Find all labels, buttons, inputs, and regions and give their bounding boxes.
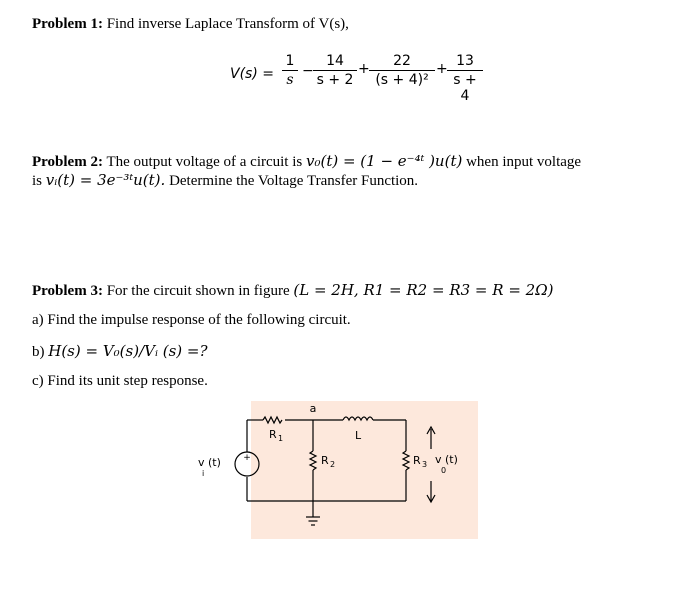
vout-label: v (t) [435,453,458,466]
source-plus: + [243,453,251,463]
circuit-diagram [243,401,478,539]
problem3-part-b-label: b) [32,344,45,360]
problem1-text: Find inverse Laplace Transform of V(s), [106,16,349,32]
problem3-part-c: c) Find its unit step response. [32,373,208,389]
term-3 [369,53,435,88]
problem2-text2: Determine the Voltage Transfer Function. [169,173,419,189]
r1-label: R [269,428,277,441]
term-1-den: s [286,72,294,88]
term-2-num: 14 [326,53,344,69]
term-2-den: s + 2 [316,72,354,88]
op-1: − [302,63,314,79]
problem3-part-b [32,342,208,361]
vin-sub: i [202,469,205,478]
resistor-r3 [403,451,409,470]
problem2-is: is [32,173,43,189]
problem2-vo-eq: v₀(t) = (1 − e⁻⁴ᵗ )u(t) [305,152,463,170]
term-3-num: 22 [393,53,411,69]
problem2-line1 [32,152,581,171]
resistor-r1 [263,417,282,423]
problem3-part-a: a) Find the impulse response of the following circuit. [32,312,351,328]
term-1-num: 1 [285,53,295,69]
problem2-vi-eq: vᵢ(t) = 3e⁻³ᵗu(t). [45,171,166,189]
term-4-den: s + 4 [453,72,477,104]
inductor-l [343,417,373,420]
term-4 [447,53,483,104]
problem3-line [32,281,554,300]
term-2 [313,53,357,88]
r2-label: R [321,454,329,467]
term-1 [282,53,298,88]
op-3: + [436,61,448,77]
r3-label: R [413,454,421,467]
problem2-text1: The output voltage of a circuit is [106,154,303,170]
problem2-text1-tail: when input voltage [466,154,582,170]
vout-sub: 0 [441,466,447,475]
resistor-r2 [310,451,316,470]
problem2-line2 [32,171,418,190]
circuit-figure [243,401,478,539]
inductor-label: L [355,429,362,442]
problem3-part-b-eq: H(s) = V₀(s)/Vᵢ (s) =? [48,342,208,360]
r1-sub: 1 [278,434,284,443]
term-3-den: (s + 4)² [375,72,429,88]
problem3-params: (L = 2H, R1 = R2 = R3 = R = 2Ω) [293,281,554,299]
problem1-lhs: V(s) = [230,66,274,82]
r3-sub: 3 [422,460,428,469]
problem1-line [32,16,349,33]
vin-label-text: v (t) [198,456,221,469]
vin-label [198,456,221,469]
problem3-label: Problem 3: [32,283,103,299]
problem1-label: Problem 1: [32,16,103,32]
op-2: + [358,61,370,77]
r2-sub: 2 [330,460,336,469]
problem3-text: For the circuit shown in figure [106,283,290,299]
problem2-label: Problem 2: [32,154,103,170]
node-a-label: a [309,402,317,415]
term-4-num: 13 [456,53,474,69]
